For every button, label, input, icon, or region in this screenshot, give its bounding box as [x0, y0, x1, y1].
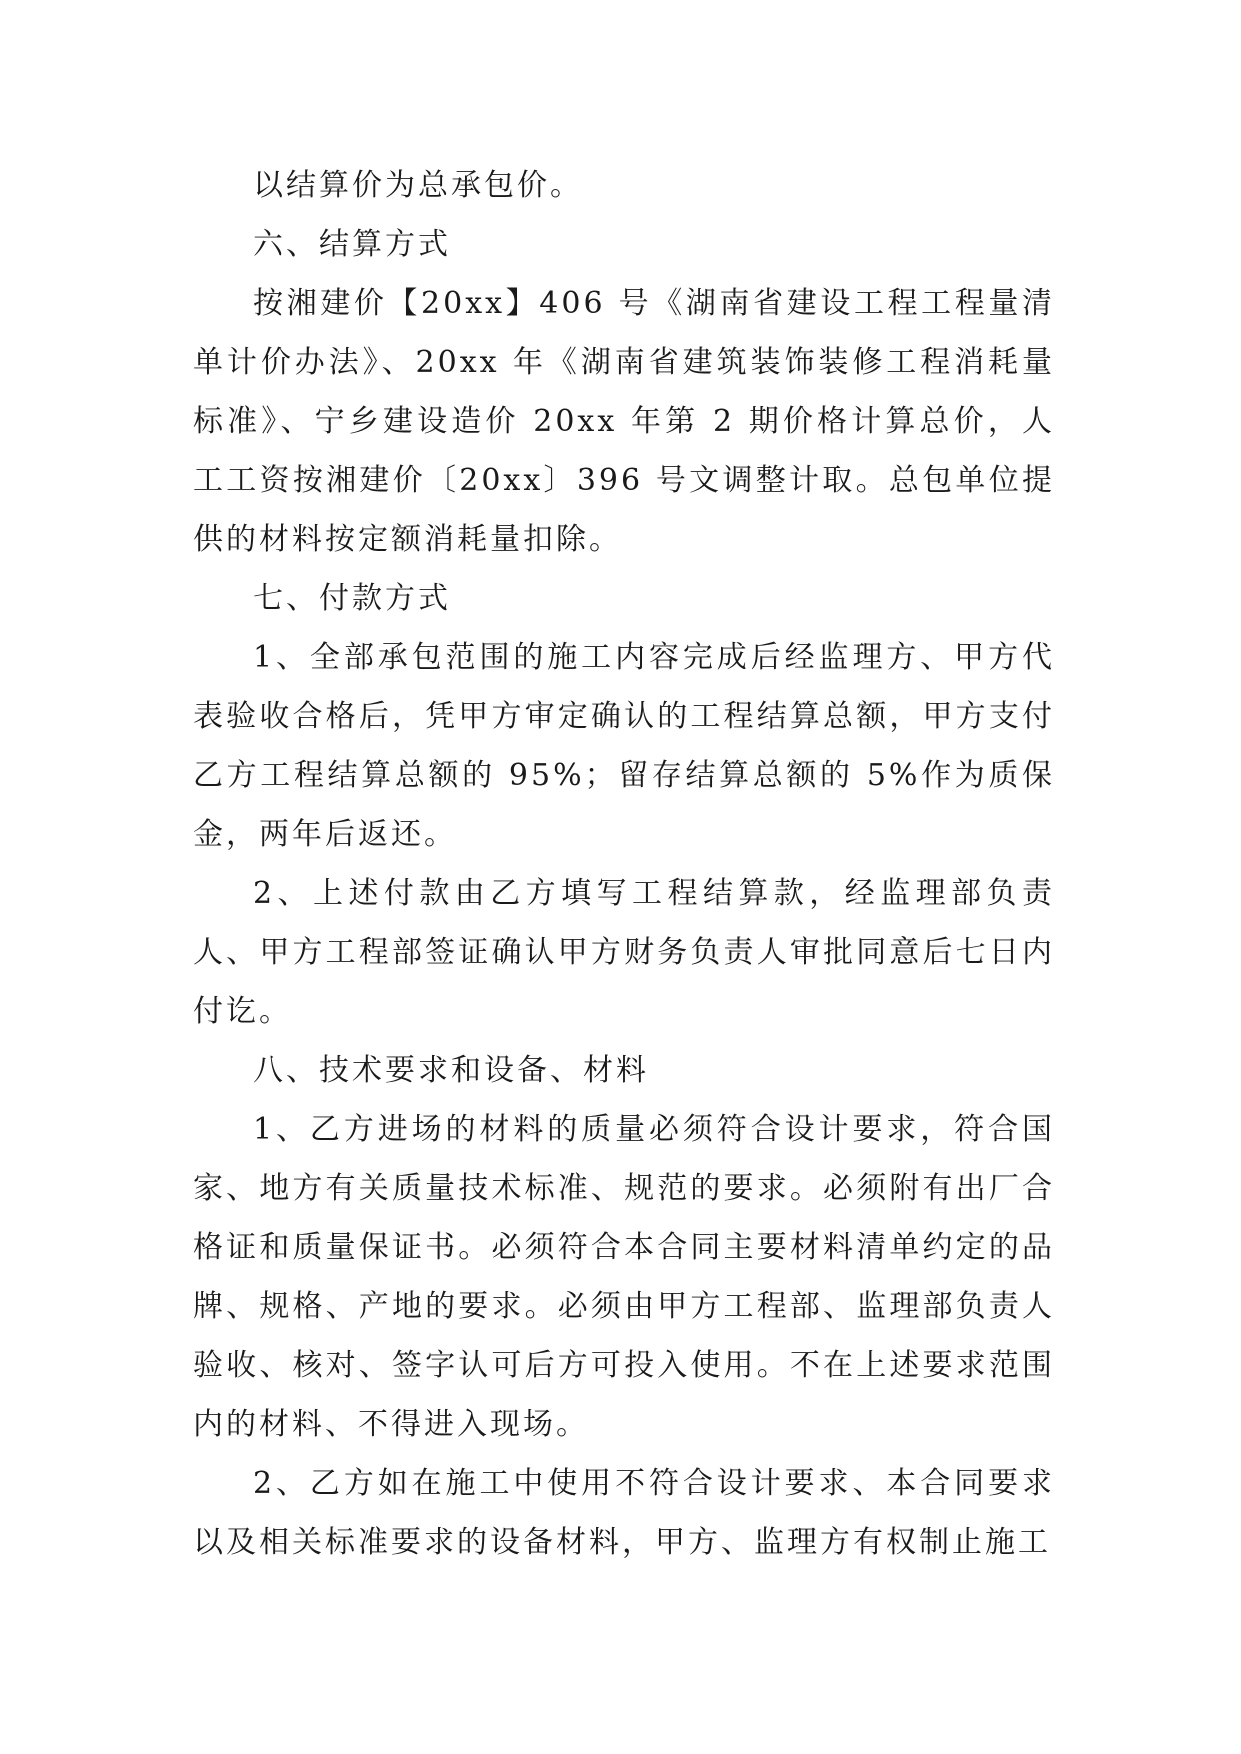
paragraph-payment-1: 1、全部承包范围的施工内容完成后经监理方、甲方代表验收合格后，凭甲方审定确认的工程结算总额，甲方支付乙方工程结算总额的 95%；留存结算总额的 5%作为质保金，两年后返还。 [193, 640, 1055, 852]
paragraph-settlement-price: 以结算价为总承包价。 [253, 168, 583, 203]
heading-settlement-method: 六、结算方式 [253, 227, 451, 262]
paragraph-settlement-basis: 按湘建价【20xx】406 号《湖南省建设工程工程量清单计价办法》、20xx 年《湖南省建筑装饰装修工程消耗量标准》、宁乡建设造价 20xx 年第 2 期价格计算总价，人工工资按湘建价〔20xx〕396 号文调整计取。总包单位提供的材料按定额消耗量扣除。 [193, 286, 1055, 557]
paragraph-materials-1: 1、乙方进场的材料的质量必须符合设计要求，符合国家、地方有关质量技术标准、规范的要求。必须附有出厂合格证和质量保证书。必须符合本合同主要材料清单约定的品牌、规格、产地的要求。必须由甲方工程部、监理部负责人验收、核对、签字认可后方可投入使用。不在上述要求范围内的材料、不得进入现场。 [193, 1112, 1055, 1442]
document-page [193, 156, 1055, 1572]
paragraph-payment-2: 2、上述付款由乙方填写工程结算款，经监理部负责人、甲方工程部签证确认甲方财务负责人审批同意后七日内付讫。 [193, 876, 1055, 1029]
paragraph-materials-2: 2、乙方如在施工中使用不符合设计要求、本合同要求以及相关标准要求的设备材料，甲方、监理方有权制止施工 [193, 1466, 1055, 1560]
heading-technical-requirements: 八、技术要求和设备、材料 [253, 1053, 649, 1088]
heading-payment-method: 七、付款方式 [253, 581, 451, 616]
